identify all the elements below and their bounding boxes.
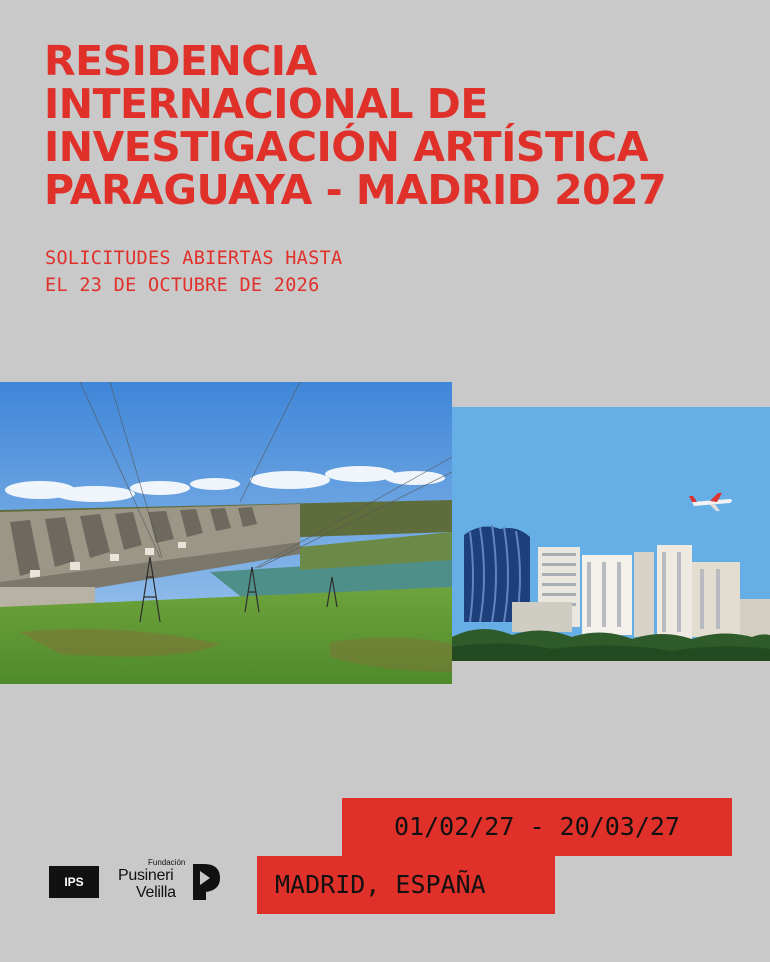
ips-logo: IPS bbox=[49, 866, 99, 898]
logo-fundacion-label: Fundación bbox=[148, 858, 186, 867]
pv-mark-icon bbox=[190, 862, 222, 902]
subtitle-line: EL 23 DE OCTUBRE DE 2026 bbox=[45, 275, 320, 296]
dam-photo bbox=[0, 382, 452, 684]
residency-dates: 01/02/27 - 20/03/27 bbox=[342, 798, 732, 856]
poster-title bbox=[44, 37, 744, 214]
title-line: INTERNACIONAL DE bbox=[44, 80, 488, 128]
logo-pusineri-label: Pusineri bbox=[118, 867, 174, 884]
city-photo bbox=[452, 407, 770, 661]
subtitle-line: SOLICITUDES ABIERTAS HASTA bbox=[45, 248, 343, 269]
residency-location: MADRID, ESPAÑA bbox=[257, 856, 555, 914]
dam-illustration bbox=[0, 382, 452, 684]
title-line: RESIDENCIA bbox=[44, 37, 317, 85]
fundacion-pusineri-velilla-logo bbox=[118, 858, 228, 908]
title-line: PARAGUAYA - MADRID 2027 bbox=[44, 166, 667, 214]
application-deadline bbox=[45, 245, 342, 299]
title-line: INVESTIGACIÓN ARTÍSTICA bbox=[44, 123, 648, 171]
skyline-illustration bbox=[452, 407, 770, 661]
logo-velilla-label: Velilla bbox=[136, 884, 176, 901]
